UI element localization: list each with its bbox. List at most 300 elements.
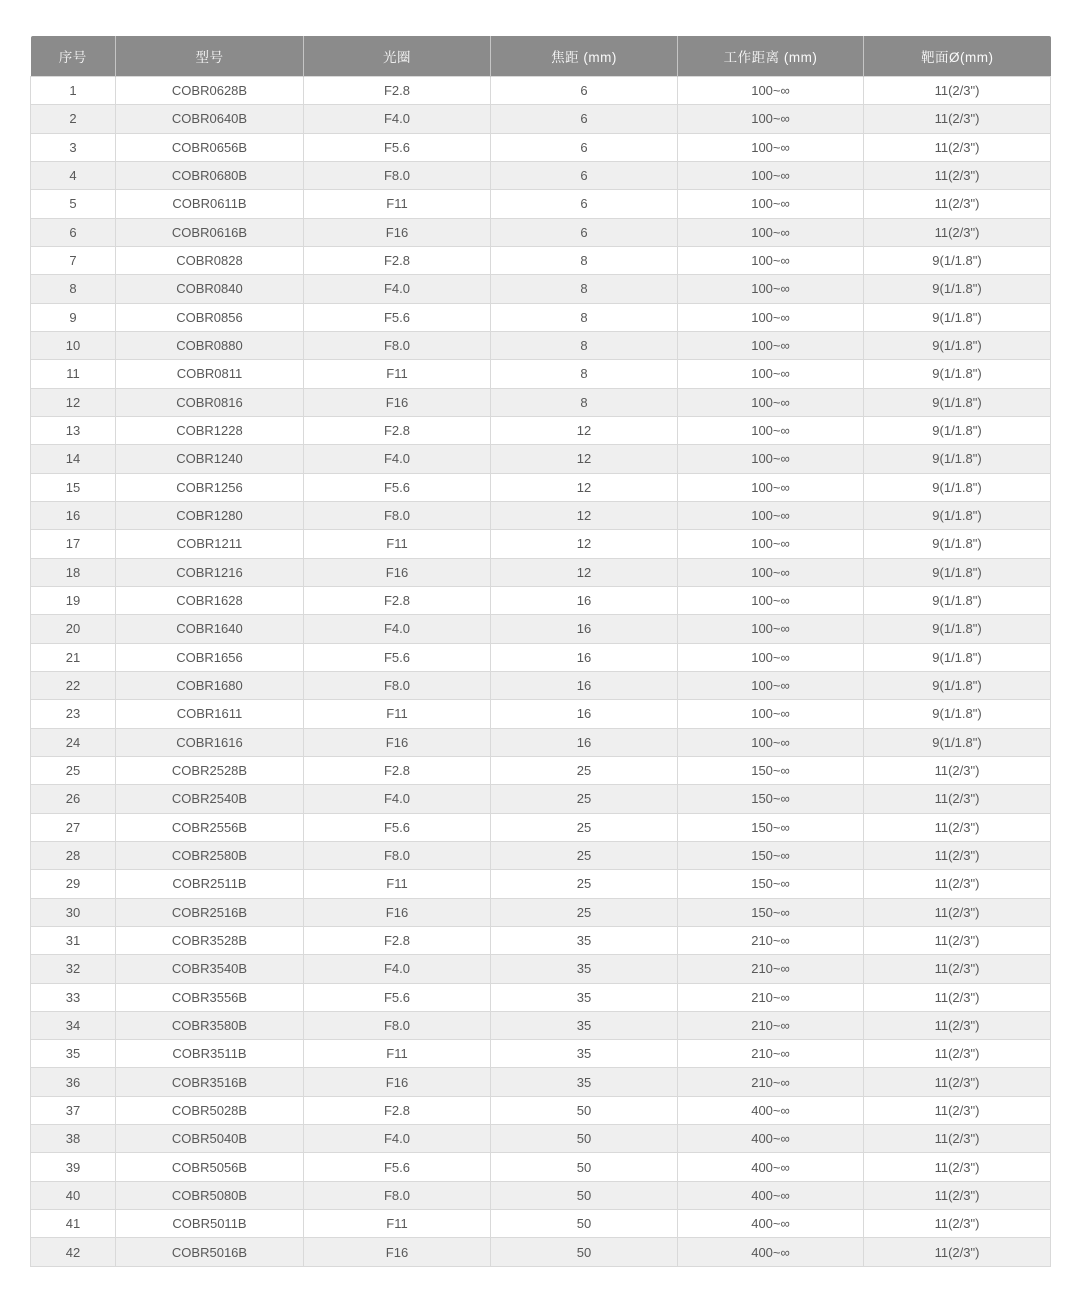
cell-working: 100~∞ bbox=[678, 445, 864, 473]
cell-aperture: F4.0 bbox=[304, 105, 491, 133]
table-row bbox=[31, 615, 1051, 643]
table-row bbox=[31, 1068, 1051, 1096]
cell-focal: 6 bbox=[491, 133, 678, 161]
cell-focal: 50 bbox=[491, 1096, 678, 1124]
cell-sensor: 9(1/1.8") bbox=[864, 728, 1051, 756]
cell-index: 21 bbox=[31, 643, 116, 671]
cell-focal: 35 bbox=[491, 926, 678, 954]
cell-aperture: F16 bbox=[304, 388, 491, 416]
column-header-working: 工作距离 (mm) bbox=[678, 36, 864, 77]
table-row bbox=[31, 955, 1051, 983]
cell-model: COBR0840 bbox=[116, 275, 304, 303]
table-row bbox=[31, 756, 1051, 784]
lens-spec-table-container bbox=[30, 36, 1050, 1267]
cell-model: COBR1228 bbox=[116, 416, 304, 444]
cell-model: COBR1256 bbox=[116, 473, 304, 501]
cell-working: 100~∞ bbox=[678, 105, 864, 133]
cell-index: 15 bbox=[31, 473, 116, 501]
cell-working: 100~∞ bbox=[678, 416, 864, 444]
cell-working: 210~∞ bbox=[678, 983, 864, 1011]
cell-model: COBR1616 bbox=[116, 728, 304, 756]
cell-model: COBR3540B bbox=[116, 955, 304, 983]
cell-index: 11 bbox=[31, 360, 116, 388]
table-row bbox=[31, 303, 1051, 331]
cell-sensor: 11(2/3") bbox=[864, 1125, 1051, 1153]
cell-sensor: 9(1/1.8") bbox=[864, 246, 1051, 274]
table-row bbox=[31, 586, 1051, 614]
cell-model: COBR1656 bbox=[116, 643, 304, 671]
cell-focal: 25 bbox=[491, 841, 678, 869]
cell-focal: 16 bbox=[491, 643, 678, 671]
cell-working: 100~∞ bbox=[678, 161, 864, 189]
cell-sensor: 9(1/1.8") bbox=[864, 671, 1051, 699]
cell-sensor: 11(2/3") bbox=[864, 1181, 1051, 1209]
cell-focal: 12 bbox=[491, 501, 678, 529]
cell-index: 8 bbox=[31, 275, 116, 303]
table-row bbox=[31, 671, 1051, 699]
cell-sensor: 11(2/3") bbox=[864, 190, 1051, 218]
cell-model: COBR0856 bbox=[116, 303, 304, 331]
cell-index: 9 bbox=[31, 303, 116, 331]
cell-focal: 35 bbox=[491, 1040, 678, 1068]
cell-aperture: F8.0 bbox=[304, 671, 491, 699]
table-row bbox=[31, 1210, 1051, 1238]
cell-sensor: 9(1/1.8") bbox=[864, 331, 1051, 359]
table-row bbox=[31, 218, 1051, 246]
table-row bbox=[31, 983, 1051, 1011]
cell-focal: 25 bbox=[491, 813, 678, 841]
cell-sensor: 9(1/1.8") bbox=[864, 275, 1051, 303]
table-row bbox=[31, 785, 1051, 813]
cell-sensor: 11(2/3") bbox=[864, 77, 1051, 105]
cell-model: COBR5016B bbox=[116, 1238, 304, 1266]
cell-working: 150~∞ bbox=[678, 841, 864, 869]
cell-working: 100~∞ bbox=[678, 133, 864, 161]
cell-sensor: 9(1/1.8") bbox=[864, 615, 1051, 643]
cell-index: 25 bbox=[31, 756, 116, 784]
cell-model: COBR1280 bbox=[116, 501, 304, 529]
cell-working: 400~∞ bbox=[678, 1125, 864, 1153]
cell-aperture: F5.6 bbox=[304, 1153, 491, 1181]
cell-working: 400~∞ bbox=[678, 1181, 864, 1209]
cell-focal: 12 bbox=[491, 416, 678, 444]
cell-focal: 6 bbox=[491, 190, 678, 218]
lens-spec-table bbox=[30, 36, 1051, 1267]
cell-working: 150~∞ bbox=[678, 785, 864, 813]
table-row bbox=[31, 841, 1051, 869]
cell-index: 23 bbox=[31, 700, 116, 728]
cell-focal: 8 bbox=[491, 331, 678, 359]
cell-index: 12 bbox=[31, 388, 116, 416]
cell-sensor: 11(2/3") bbox=[864, 983, 1051, 1011]
cell-focal: 16 bbox=[491, 700, 678, 728]
cell-working: 210~∞ bbox=[678, 1068, 864, 1096]
cell-working: 400~∞ bbox=[678, 1210, 864, 1238]
cell-index: 33 bbox=[31, 983, 116, 1011]
table-header bbox=[31, 36, 1051, 77]
cell-aperture: F11 bbox=[304, 1210, 491, 1238]
cell-sensor: 9(1/1.8") bbox=[864, 416, 1051, 444]
cell-aperture: F2.8 bbox=[304, 416, 491, 444]
table-row bbox=[31, 445, 1051, 473]
cell-model: COBR3528B bbox=[116, 926, 304, 954]
cell-index: 27 bbox=[31, 813, 116, 841]
cell-model: COBR0811 bbox=[116, 360, 304, 388]
cell-working: 400~∞ bbox=[678, 1238, 864, 1266]
cell-sensor: 11(2/3") bbox=[864, 133, 1051, 161]
table-row bbox=[31, 246, 1051, 274]
table-row bbox=[31, 275, 1051, 303]
cell-working: 100~∞ bbox=[678, 275, 864, 303]
cell-focal: 50 bbox=[491, 1153, 678, 1181]
cell-aperture: F5.6 bbox=[304, 983, 491, 1011]
cell-aperture: F16 bbox=[304, 218, 491, 246]
cell-sensor: 9(1/1.8") bbox=[864, 445, 1051, 473]
cell-aperture: F4.0 bbox=[304, 955, 491, 983]
cell-model: COBR2528B bbox=[116, 756, 304, 784]
cell-index: 20 bbox=[31, 615, 116, 643]
table-row bbox=[31, 1096, 1051, 1124]
cell-index: 34 bbox=[31, 1011, 116, 1039]
cell-focal: 16 bbox=[491, 728, 678, 756]
cell-index: 7 bbox=[31, 246, 116, 274]
table-row bbox=[31, 870, 1051, 898]
cell-focal: 35 bbox=[491, 1011, 678, 1039]
cell-sensor: 9(1/1.8") bbox=[864, 388, 1051, 416]
cell-working: 100~∞ bbox=[678, 360, 864, 388]
cell-aperture: F2.8 bbox=[304, 1096, 491, 1124]
table-row bbox=[31, 700, 1051, 728]
cell-model: COBR3580B bbox=[116, 1011, 304, 1039]
cell-working: 150~∞ bbox=[678, 898, 864, 926]
cell-aperture: F16 bbox=[304, 1238, 491, 1266]
table-row bbox=[31, 926, 1051, 954]
cell-aperture: F16 bbox=[304, 898, 491, 926]
cell-index: 30 bbox=[31, 898, 116, 926]
cell-working: 210~∞ bbox=[678, 1011, 864, 1039]
table-row bbox=[31, 473, 1051, 501]
cell-model: COBR1640 bbox=[116, 615, 304, 643]
table-row bbox=[31, 1238, 1051, 1266]
cell-focal: 50 bbox=[491, 1125, 678, 1153]
table-header-row bbox=[31, 36, 1051, 77]
cell-working: 210~∞ bbox=[678, 955, 864, 983]
cell-index: 31 bbox=[31, 926, 116, 954]
cell-model: COBR1240 bbox=[116, 445, 304, 473]
cell-sensor: 11(2/3") bbox=[864, 813, 1051, 841]
cell-model: COBR5056B bbox=[116, 1153, 304, 1181]
cell-index: 16 bbox=[31, 501, 116, 529]
cell-focal: 25 bbox=[491, 898, 678, 926]
cell-focal: 8 bbox=[491, 303, 678, 331]
cell-aperture: F5.6 bbox=[304, 643, 491, 671]
cell-aperture: F11 bbox=[304, 190, 491, 218]
cell-working: 100~∞ bbox=[678, 530, 864, 558]
cell-aperture: F8.0 bbox=[304, 1011, 491, 1039]
cell-focal: 8 bbox=[491, 275, 678, 303]
cell-aperture: F11 bbox=[304, 1040, 491, 1068]
cell-index: 1 bbox=[31, 77, 116, 105]
cell-index: 18 bbox=[31, 558, 116, 586]
cell-index: 2 bbox=[31, 105, 116, 133]
cell-model: COBR5080B bbox=[116, 1181, 304, 1209]
column-header-sensor: 靶面Ø(mm) bbox=[864, 36, 1051, 77]
table-row bbox=[31, 728, 1051, 756]
cell-working: 100~∞ bbox=[678, 643, 864, 671]
cell-working: 150~∞ bbox=[678, 870, 864, 898]
cell-index: 40 bbox=[31, 1181, 116, 1209]
table-row bbox=[31, 360, 1051, 388]
cell-focal: 16 bbox=[491, 586, 678, 614]
cell-sensor: 11(2/3") bbox=[864, 785, 1051, 813]
cell-focal: 8 bbox=[491, 388, 678, 416]
cell-working: 100~∞ bbox=[678, 190, 864, 218]
cell-aperture: F5.6 bbox=[304, 133, 491, 161]
cell-focal: 35 bbox=[491, 1068, 678, 1096]
cell-sensor: 11(2/3") bbox=[864, 898, 1051, 926]
cell-sensor: 11(2/3") bbox=[864, 1040, 1051, 1068]
cell-aperture: F11 bbox=[304, 700, 491, 728]
cell-aperture: F8.0 bbox=[304, 841, 491, 869]
cell-model: COBR0828 bbox=[116, 246, 304, 274]
cell-model: COBR3556B bbox=[116, 983, 304, 1011]
cell-aperture: F4.0 bbox=[304, 1125, 491, 1153]
cell-model: COBR0640B bbox=[116, 105, 304, 133]
cell-focal: 12 bbox=[491, 473, 678, 501]
cell-model: COBR0656B bbox=[116, 133, 304, 161]
cell-focal: 35 bbox=[491, 955, 678, 983]
table-row bbox=[31, 190, 1051, 218]
cell-index: 28 bbox=[31, 841, 116, 869]
cell-aperture: F5.6 bbox=[304, 473, 491, 501]
cell-focal: 6 bbox=[491, 218, 678, 246]
column-header-aperture: 光圈 bbox=[304, 36, 491, 77]
cell-sensor: 11(2/3") bbox=[864, 841, 1051, 869]
cell-working: 100~∞ bbox=[678, 615, 864, 643]
cell-focal: 35 bbox=[491, 983, 678, 1011]
cell-index: 36 bbox=[31, 1068, 116, 1096]
cell-sensor: 9(1/1.8") bbox=[864, 558, 1051, 586]
cell-aperture: F4.0 bbox=[304, 785, 491, 813]
cell-model: COBR0628B bbox=[116, 77, 304, 105]
cell-aperture: F4.0 bbox=[304, 615, 491, 643]
cell-working: 100~∞ bbox=[678, 303, 864, 331]
cell-model: COBR2556B bbox=[116, 813, 304, 841]
table-row bbox=[31, 133, 1051, 161]
cell-index: 35 bbox=[31, 1040, 116, 1068]
cell-model: COBR0816 bbox=[116, 388, 304, 416]
cell-sensor: 9(1/1.8") bbox=[864, 303, 1051, 331]
cell-model: COBR5011B bbox=[116, 1210, 304, 1238]
table-row bbox=[31, 77, 1051, 105]
cell-working: 100~∞ bbox=[678, 388, 864, 416]
cell-model: COBR2580B bbox=[116, 841, 304, 869]
cell-working: 210~∞ bbox=[678, 926, 864, 954]
cell-focal: 25 bbox=[491, 870, 678, 898]
cell-aperture: F4.0 bbox=[304, 275, 491, 303]
cell-focal: 50 bbox=[491, 1181, 678, 1209]
cell-working: 210~∞ bbox=[678, 1040, 864, 1068]
cell-model: COBR5028B bbox=[116, 1096, 304, 1124]
cell-sensor: 9(1/1.8") bbox=[864, 530, 1051, 558]
cell-sensor: 9(1/1.8") bbox=[864, 360, 1051, 388]
cell-sensor: 9(1/1.8") bbox=[864, 586, 1051, 614]
cell-aperture: F2.8 bbox=[304, 756, 491, 784]
cell-aperture: F5.6 bbox=[304, 303, 491, 331]
cell-sensor: 11(2/3") bbox=[864, 218, 1051, 246]
cell-sensor: 11(2/3") bbox=[864, 161, 1051, 189]
cell-model: COBR0680B bbox=[116, 161, 304, 189]
cell-working: 100~∞ bbox=[678, 218, 864, 246]
cell-model: COBR0611B bbox=[116, 190, 304, 218]
cell-index: 29 bbox=[31, 870, 116, 898]
table-row bbox=[31, 105, 1051, 133]
cell-aperture: F8.0 bbox=[304, 501, 491, 529]
cell-sensor: 11(2/3") bbox=[864, 1210, 1051, 1238]
cell-sensor: 11(2/3") bbox=[864, 756, 1051, 784]
cell-working: 100~∞ bbox=[678, 77, 864, 105]
table-row bbox=[31, 898, 1051, 926]
cell-model: COBR1216 bbox=[116, 558, 304, 586]
cell-model: COBR1211 bbox=[116, 530, 304, 558]
cell-index: 37 bbox=[31, 1096, 116, 1124]
cell-working: 100~∞ bbox=[678, 473, 864, 501]
cell-focal: 12 bbox=[491, 558, 678, 586]
cell-focal: 25 bbox=[491, 785, 678, 813]
cell-working: 150~∞ bbox=[678, 756, 864, 784]
cell-index: 14 bbox=[31, 445, 116, 473]
cell-index: 22 bbox=[31, 671, 116, 699]
cell-index: 38 bbox=[31, 1125, 116, 1153]
cell-aperture: F16 bbox=[304, 728, 491, 756]
cell-focal: 16 bbox=[491, 671, 678, 699]
cell-working: 100~∞ bbox=[678, 671, 864, 699]
column-header-index: 序号 bbox=[31, 36, 116, 77]
cell-focal: 6 bbox=[491, 105, 678, 133]
cell-index: 42 bbox=[31, 1238, 116, 1266]
cell-aperture: F8.0 bbox=[304, 331, 491, 359]
table-row bbox=[31, 388, 1051, 416]
cell-sensor: 11(2/3") bbox=[864, 1238, 1051, 1266]
cell-index: 6 bbox=[31, 218, 116, 246]
cell-aperture: F4.0 bbox=[304, 445, 491, 473]
cell-working: 100~∞ bbox=[678, 586, 864, 614]
cell-working: 100~∞ bbox=[678, 700, 864, 728]
cell-focal: 16 bbox=[491, 615, 678, 643]
cell-aperture: F16 bbox=[304, 1068, 491, 1096]
cell-focal: 25 bbox=[491, 756, 678, 784]
cell-sensor: 11(2/3") bbox=[864, 926, 1051, 954]
cell-sensor: 11(2/3") bbox=[864, 105, 1051, 133]
cell-index: 13 bbox=[31, 416, 116, 444]
cell-index: 19 bbox=[31, 586, 116, 614]
cell-working: 150~∞ bbox=[678, 813, 864, 841]
cell-model: COBR0616B bbox=[116, 218, 304, 246]
cell-focal: 8 bbox=[491, 360, 678, 388]
table-row bbox=[31, 501, 1051, 529]
cell-model: COBR0880 bbox=[116, 331, 304, 359]
cell-index: 3 bbox=[31, 133, 116, 161]
cell-sensor: 11(2/3") bbox=[864, 1011, 1051, 1039]
table-body bbox=[31, 77, 1051, 1267]
cell-model: COBR1680 bbox=[116, 671, 304, 699]
cell-aperture: F2.8 bbox=[304, 926, 491, 954]
cell-model: COBR1628 bbox=[116, 586, 304, 614]
table-row bbox=[31, 331, 1051, 359]
cell-index: 17 bbox=[31, 530, 116, 558]
column-header-model: 型号 bbox=[116, 36, 304, 77]
cell-model: COBR2511B bbox=[116, 870, 304, 898]
cell-sensor: 11(2/3") bbox=[864, 1068, 1051, 1096]
table-row bbox=[31, 161, 1051, 189]
cell-working: 400~∞ bbox=[678, 1096, 864, 1124]
cell-model: COBR3511B bbox=[116, 1040, 304, 1068]
cell-aperture: F11 bbox=[304, 360, 491, 388]
table-row bbox=[31, 1181, 1051, 1209]
table-row bbox=[31, 416, 1051, 444]
cell-sensor: 9(1/1.8") bbox=[864, 501, 1051, 529]
cell-model: COBR5040B bbox=[116, 1125, 304, 1153]
table-row bbox=[31, 1125, 1051, 1153]
cell-aperture: F5.6 bbox=[304, 813, 491, 841]
cell-focal: 12 bbox=[491, 530, 678, 558]
cell-index: 26 bbox=[31, 785, 116, 813]
cell-working: 100~∞ bbox=[678, 558, 864, 586]
cell-focal: 50 bbox=[491, 1238, 678, 1266]
cell-aperture: F11 bbox=[304, 530, 491, 558]
cell-aperture: F2.8 bbox=[304, 586, 491, 614]
table-row bbox=[31, 813, 1051, 841]
cell-model: COBR2540B bbox=[116, 785, 304, 813]
column-header-focal: 焦距 (mm) bbox=[491, 36, 678, 77]
cell-aperture: F8.0 bbox=[304, 1181, 491, 1209]
cell-sensor: 11(2/3") bbox=[864, 955, 1051, 983]
table-row bbox=[31, 1153, 1051, 1181]
cell-model: COBR1611 bbox=[116, 700, 304, 728]
cell-index: 24 bbox=[31, 728, 116, 756]
cell-working: 100~∞ bbox=[678, 728, 864, 756]
table-row bbox=[31, 558, 1051, 586]
cell-focal: 6 bbox=[491, 161, 678, 189]
table-row bbox=[31, 643, 1051, 671]
cell-working: 100~∞ bbox=[678, 331, 864, 359]
cell-index: 32 bbox=[31, 955, 116, 983]
cell-index: 10 bbox=[31, 331, 116, 359]
cell-focal: 6 bbox=[491, 77, 678, 105]
cell-aperture: F2.8 bbox=[304, 246, 491, 274]
cell-index: 41 bbox=[31, 1210, 116, 1238]
table-row bbox=[31, 1040, 1051, 1068]
table-row bbox=[31, 530, 1051, 558]
cell-sensor: 9(1/1.8") bbox=[864, 700, 1051, 728]
cell-index: 5 bbox=[31, 190, 116, 218]
cell-aperture: F8.0 bbox=[304, 161, 491, 189]
cell-sensor: 9(1/1.8") bbox=[864, 473, 1051, 501]
cell-sensor: 11(2/3") bbox=[864, 1153, 1051, 1181]
cell-sensor: 11(2/3") bbox=[864, 1096, 1051, 1124]
cell-index: 4 bbox=[31, 161, 116, 189]
cell-working: 100~∞ bbox=[678, 501, 864, 529]
cell-working: 400~∞ bbox=[678, 1153, 864, 1181]
cell-model: COBR2516B bbox=[116, 898, 304, 926]
cell-sensor: 11(2/3") bbox=[864, 870, 1051, 898]
cell-focal: 50 bbox=[491, 1210, 678, 1238]
cell-aperture: F11 bbox=[304, 870, 491, 898]
cell-sensor: 9(1/1.8") bbox=[864, 643, 1051, 671]
cell-working: 100~∞ bbox=[678, 246, 864, 274]
table-row bbox=[31, 1011, 1051, 1039]
cell-aperture: F2.8 bbox=[304, 77, 491, 105]
